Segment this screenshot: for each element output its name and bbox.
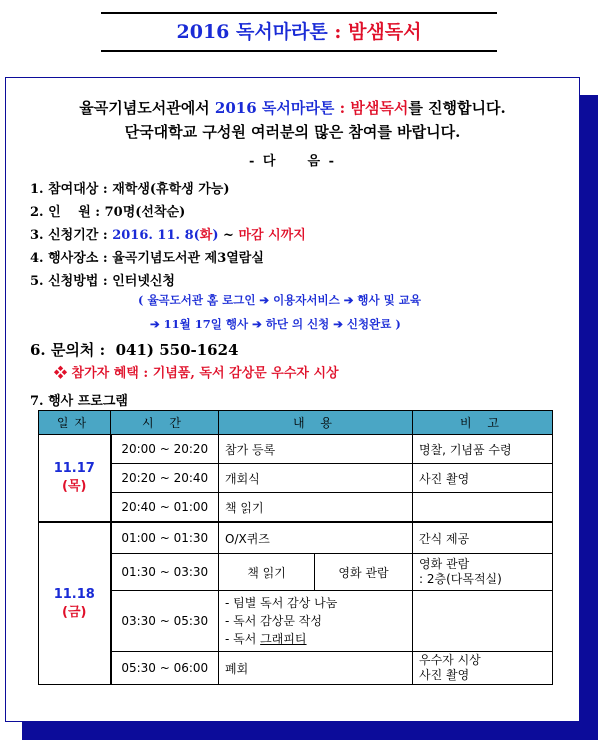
date-number: 11.18 — [53, 586, 95, 602]
title-year: 2016 — [176, 21, 230, 43]
note-line: 우수자 시상 — [419, 653, 481, 667]
contact-phone: 041) 550-1624 — [115, 341, 239, 359]
header-time: 시 간 — [111, 411, 219, 435]
header-note: 비 고 — [413, 411, 553, 435]
intro-theme: 밤샘독서 — [350, 99, 409, 117]
benefit-line: ❖ 참가자 혜택 : 기념품, 독서 감상문 우수자 시상 — [54, 366, 339, 381]
intro-post: 를 진행합니다. — [408, 99, 506, 117]
content-cell — [219, 591, 413, 652]
table-row — [39, 493, 553, 523]
item-label: 인 원 — [48, 205, 91, 220]
period-deadline: 마감 시까지 — [238, 228, 306, 243]
item-num: 4. — [30, 251, 44, 266]
item-num: 5. — [30, 274, 44, 289]
contact-line — [30, 339, 239, 360]
intro-line-1 — [6, 96, 579, 120]
content-cell-b: 영화 관람 — [338, 565, 389, 580]
intro-line-2: 단국대학교 구성원 여러분의 많은 참여를 바랍니다. — [124, 123, 461, 141]
note-cell — [413, 591, 553, 652]
route-line-1: ( 율곡도서관 홈 로그인 ➔ 이용자서비스 ➔ 행사 및 교육 — [138, 293, 421, 307]
activity-line — [225, 630, 406, 648]
contact-label: 6. 문의처 : — [30, 341, 106, 359]
time-cell: 03:30 ~ 05:30 — [111, 591, 219, 652]
item-label: 행사장소 — [48, 251, 99, 266]
content-cell: 참가 등록 — [219, 435, 413, 464]
note-cell: 간식 제공 — [413, 522, 553, 554]
dal-heading: - 다 음 - — [249, 154, 336, 169]
page-title — [101, 12, 497, 52]
intro-colon: : — [339, 99, 346, 117]
time-cell: 01:00 ~ 01:30 — [111, 522, 219, 554]
content-cell: 책 읽기 — [219, 493, 413, 523]
note-cell — [413, 493, 553, 523]
title-theme: 밤샘독서 — [348, 21, 422, 43]
program-table — [38, 410, 553, 685]
content-cell-split — [219, 554, 413, 591]
table-header-row — [39, 411, 553, 435]
table-row — [39, 554, 553, 591]
note-cell: 명찰, 기념품 수령 — [413, 435, 553, 464]
table-row — [39, 522, 553, 554]
item-num: 1. — [30, 182, 44, 197]
period-date: 2016. 11. 8( — [112, 228, 200, 243]
period-tilde: ~ — [218, 228, 239, 243]
header-date: 일자 — [39, 411, 111, 435]
time-cell: 20:40 ~ 01:00 — [111, 493, 219, 523]
date-number: 11.17 — [53, 461, 95, 476]
activity-line: - 독서 감상문 작성 — [225, 614, 322, 628]
item-label: 신청기간 — [48, 228, 99, 243]
notice-panel — [5, 77, 580, 722]
item-value: 재학생(휴학생 가능) — [112, 182, 230, 197]
intro-text — [6, 96, 579, 144]
activity-graffiti: 그래피티 — [260, 632, 307, 646]
note-line: 영화 관람 — [419, 557, 470, 571]
note-cell — [413, 554, 553, 591]
program-title: 7. 행사 프로그램 — [30, 394, 128, 409]
date-weekday: (금) — [62, 604, 87, 620]
item-period: 3. 신청기간 : 2016. 11. 8(화) ~ 마감 시까지 — [30, 228, 306, 243]
note-cell — [413, 652, 553, 685]
item-num: 2. — [30, 205, 44, 220]
item-value: 인터넷신청 — [112, 274, 175, 289]
content-cell: 폐회 — [219, 652, 413, 685]
title-event: 독서마라톤 — [236, 21, 328, 43]
content-cell: O/X퀴즈 — [219, 522, 413, 554]
intro-pre: 율곡기념도서관에서 — [79, 99, 210, 117]
note-cell: 사진 촬영 — [413, 464, 553, 493]
content-cell: 개회식 — [219, 464, 413, 493]
date-cell-day1 — [39, 435, 111, 523]
table-row — [39, 464, 553, 493]
intro-year: 2016 — [214, 99, 257, 117]
item-venue: 4. 행사장소 : 율곡기념도서관 제3열람실 — [30, 251, 264, 266]
item-num: 3. — [30, 228, 44, 243]
item-label: 신청방법 — [48, 274, 99, 289]
item-value: 70명(선착순) — [104, 205, 186, 220]
item-target: 1. 참여대상 : 재학생(휴학생 가능) — [30, 182, 230, 197]
date-cell-day2 — [39, 522, 111, 685]
intro-event: 독서마라톤 — [261, 99, 335, 117]
route-line-2: ➔ 11월 17일 행사 ➔ 하단 의 신청 ➔ 신청완료 ) — [150, 317, 401, 331]
note-line: : 2층(다목적실) — [419, 572, 502, 586]
item-value: 율곡기념도서관 제3열람실 — [112, 251, 264, 266]
period-close: ) — [212, 228, 219, 243]
table-row — [39, 435, 553, 464]
activity-line: - 팀별 독서 감상 나눔 — [225, 596, 338, 610]
date-weekday: (목) — [62, 479, 87, 494]
content-cell-a: 책 읽기 — [219, 554, 315, 590]
item-count: 2. 인 원 : 70명(선착순) — [30, 205, 186, 220]
activity-prefix: - 독서 — [225, 632, 261, 646]
time-cell: 20:00 ~ 20:20 — [111, 435, 219, 464]
table-row — [39, 652, 553, 685]
header-content: 내 용 — [219, 411, 413, 435]
item-label: 참여대상 — [48, 182, 99, 197]
title-colon: : — [334, 21, 342, 43]
period-day: 화 — [199, 228, 213, 243]
time-cell: 05:30 ~ 06:00 — [111, 652, 219, 685]
item-method: 5. 신청방법 : 인터넷신청 — [30, 274, 175, 289]
note-line: 사진 촬영 — [419, 668, 470, 682]
table-row — [39, 591, 553, 652]
time-cell: 20:20 ~ 20:40 — [111, 464, 219, 493]
time-cell: 01:30 ~ 03:30 — [111, 554, 219, 591]
